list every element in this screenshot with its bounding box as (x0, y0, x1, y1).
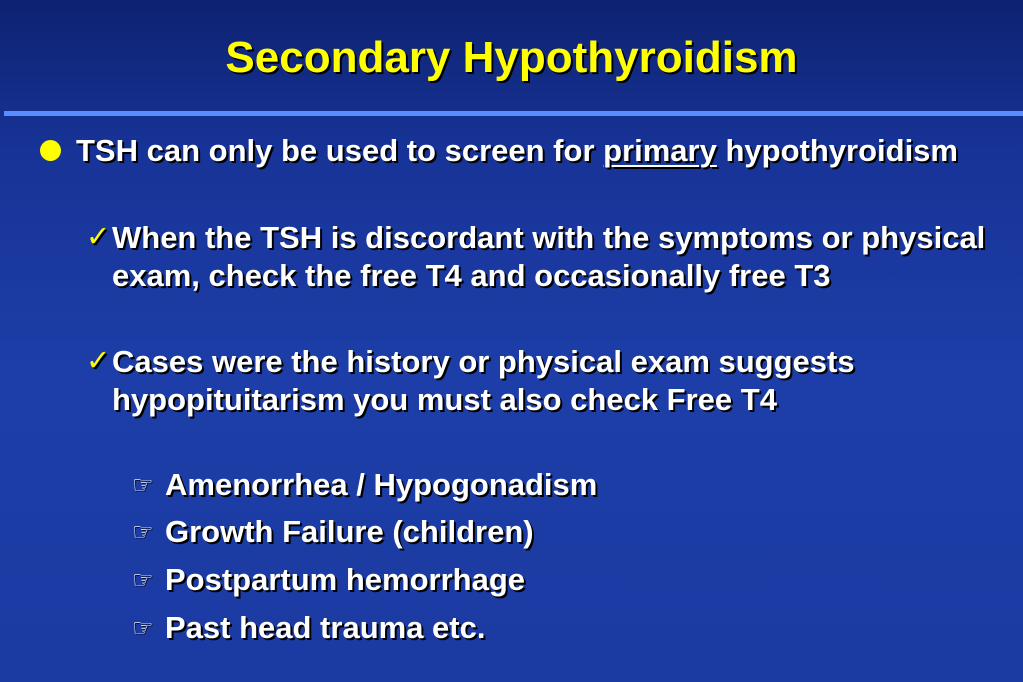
bullet-1-underlined: primary (603, 133, 717, 168)
bullet-dot-icon (40, 140, 61, 161)
sub-sub-bullet-1: Amenorrhea / Hypogonadism (165, 467, 598, 502)
pointing-hand-icon: ☞ (132, 471, 154, 499)
pointing-hand-icon: ☞ (132, 614, 154, 642)
pointing-hand-icon: ☞ (132, 518, 154, 546)
sub-sub-bullet-4: Past head trauma etc. (165, 610, 486, 645)
check-icon: ✓ (86, 219, 111, 253)
bullet-1-text-before: TSH can only be used to screen for (76, 133, 604, 168)
title-divider (4, 111, 1023, 116)
sub-sub-bullet-3: Postpartum hemorrhage (165, 562, 526, 597)
bullet-1 (76, 132, 976, 170)
sub-bullet-2: Cases were the history or physical exam suggests hypopituitarism you must also check Free T4 (112, 344, 855, 417)
sub-sub-bullet-2: Growth Failure (children) (165, 514, 534, 549)
pointing-hand-icon: ☞ (132, 566, 154, 594)
check-icon: ✓ (86, 343, 111, 377)
slide-title: Secondary Hypothyroidism (225, 33, 798, 82)
sub-bullet-1: When the TSH is discordant with the symptoms or physical exam, check the free T4 and occasionally free T3 (112, 220, 986, 293)
bullet-1-text-after: hypothyroidism (716, 133, 958, 168)
